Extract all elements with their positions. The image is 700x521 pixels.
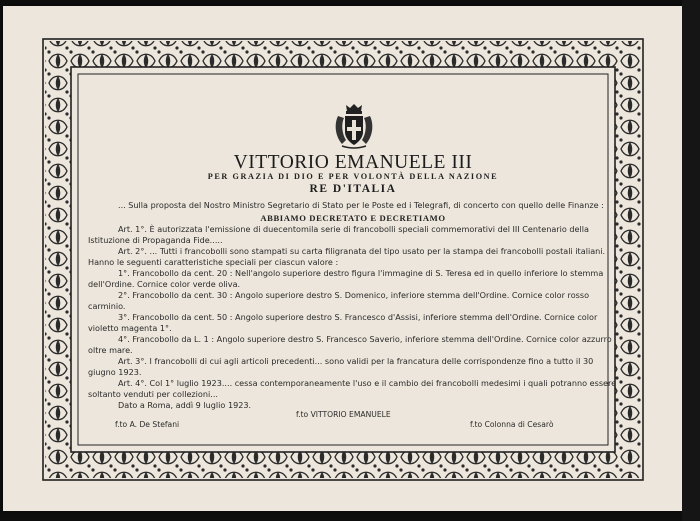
decree-heading: ABBIAMO DECRETATO E DECRETIAMO [260,213,446,223]
article-2-item-3: 3°. Francobollo da cent. 50 : Angolo superiore destro S. Francesco d'Assisi, inferiore stemma dell'Ordine. Cornice color violetto magenta 1°. [88,312,598,334]
signature-left: f.to A. De Stefani [115,420,180,429]
article-4: Art. 4°. Col 1° luglio 1923.... cessa contemporaneamente l'uso e il cambio dei francobolli medesimi i quali potranno essere soltanto venduti per collezioni... [88,378,617,400]
grace-line: PER GRAZIA DI DIO E PER VOLONTÀ DELLA NAZIONE [207,172,499,181]
article-1: Art. 1°. È autorizzata l'emissione di duecentomila serie di francobolli speciali commemorativi del III Centenario della Istituzione di Propaganda Fide..... [88,224,589,246]
preamble: ... Sulla proposta del Nostro Ministro Segretario di Stato per le Poste ed i Telegrafi, di concerto con quello delle Finanze : [118,200,604,210]
signature-center: f.to VITTORIO EMANUELE [296,410,391,419]
king-title: RE D'ITALIA [309,183,397,195]
binder-edge [682,0,700,521]
article-2-item-2: 2°. Francobollo da cent. 30 : Angolo superiore destro S. Domenico, inferiore stemma dell'Ordine. Cornice color rosso carminio. [88,290,590,312]
article-2-item-1: 1°. Francobollo da cent. 20 : Nell'angolo superiore destro figura l'immagine di S. Teresa ed in quello inferiore lo stemma dell'Ordine. Cornice color verde oliva. [88,268,604,290]
document-sheet [3,6,682,511]
sovereign-name: VITTORIO EMANUELE III [233,152,473,173]
signature-right: f.to Colonna di Cesarò [470,420,554,429]
article-2: Art. 2°. ... Tutti i francobolli sono stampati su carta filigranata del tipo usato per la stampa dei francobolli postali italiani. Hanno le seguenti caratteristiche speciali per ciascun valore : [88,246,606,268]
date-line: Dato a Roma, addì 9 luglio 1923. [118,400,252,410]
royal-crest-icon [332,102,376,150]
article-3: Art. 3°. I francobolli di cui agli articoli precedenti... sono validi per la francatura delle corrispondenze fino a tutto il 30 giugno 1923. [88,356,594,378]
document-body [88,102,618,432]
article-2-item-4: 4°. Francobollo da L. 1 : Angolo superiore destro S. Francesco Saverio, inferiore stemma dell'Ordine. Cornice color azzurro oltre mare. [88,334,612,356]
